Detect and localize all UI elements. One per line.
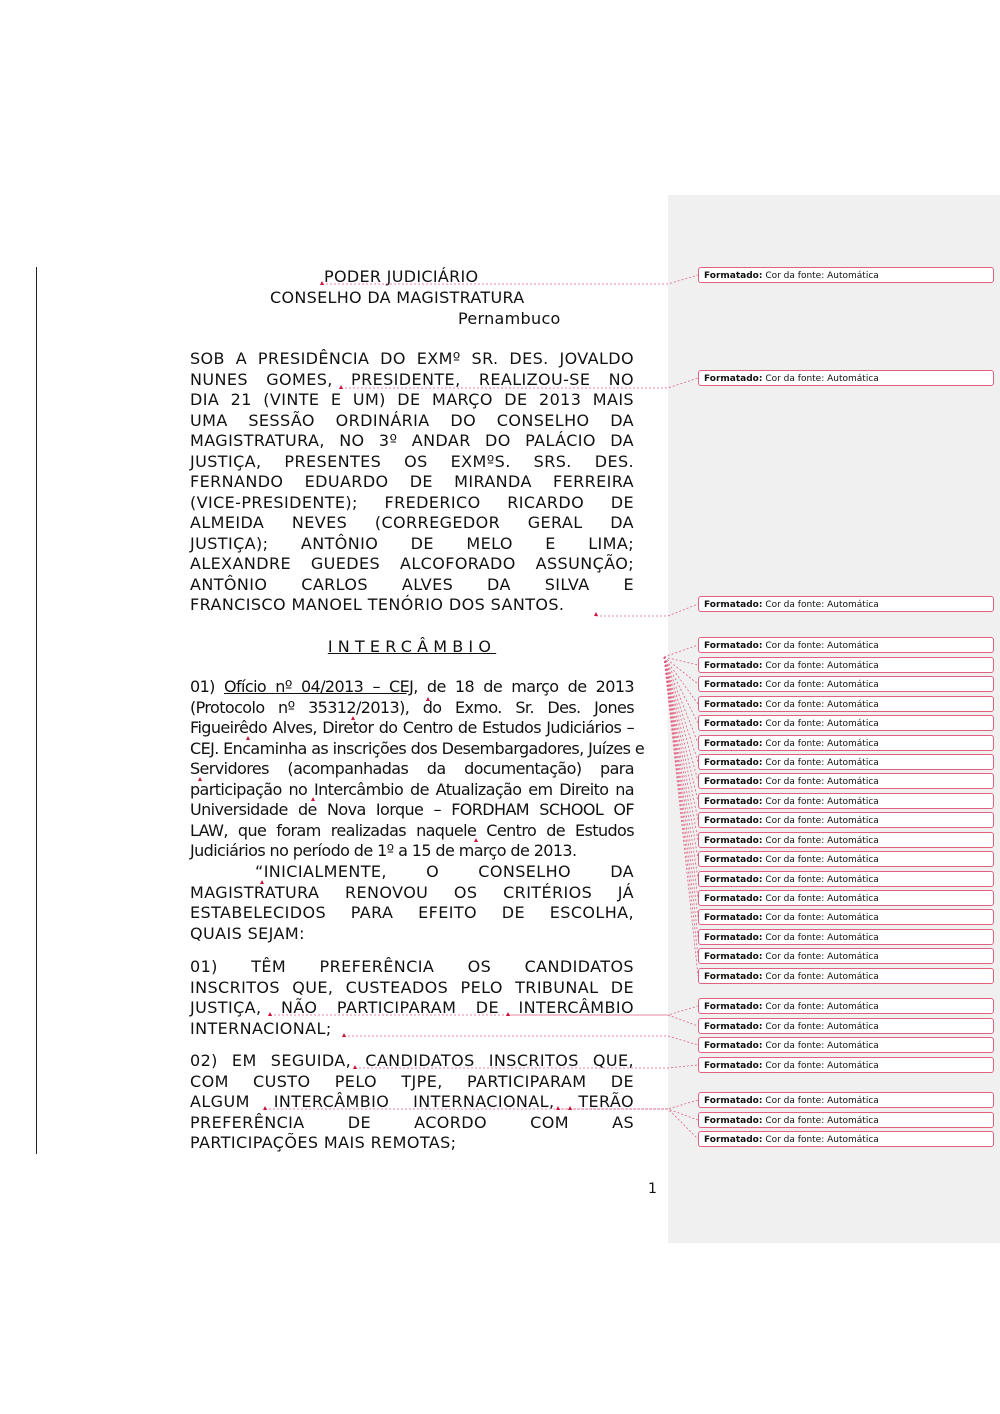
comment-leader-line — [664, 657, 698, 976]
comment-leader-line — [664, 657, 698, 840]
criterion-1-line: 01) TÊM PREFERÊNCIA OS CANDIDATOS — [190, 957, 634, 976]
item-01-line: participação no Intercâmbio de Atualização em Direito na — [190, 779, 634, 799]
comment-label: Formatado: — [704, 875, 763, 885]
comment-label: Formatado: — [704, 758, 763, 768]
comment-label: Formatado: — [704, 836, 763, 846]
comment-label: Formatado: — [704, 1002, 763, 1012]
item-01-date: , de 18 de março de 2013 — [413, 677, 634, 696]
comment-balloon[interactable] — [698, 715, 994, 731]
comment-text: Cor da fonte: Automática — [762, 1096, 879, 1106]
header-poder-judiciario: PODER JUDICIÁRIO — [324, 267, 479, 286]
intro-line: FRANCISCO MANOEL TENÓRIO DOS SANTOS. — [190, 595, 565, 614]
criterion-2-line: PARTICIPAÇÕES MAIS REMOTAS; — [190, 1133, 457, 1152]
comment-balloon[interactable] — [698, 812, 994, 828]
criterion-1-line: INSCRITOS QUE, CUSTEADOS PELO TRIBUNAL DE — [190, 977, 634, 997]
comment-label: Formatado: — [704, 797, 763, 807]
comment-label: Formatado: — [704, 777, 763, 787]
comment-balloon[interactable] — [698, 793, 994, 809]
comment-leader-line — [664, 657, 698, 917]
change-caret-mark — [342, 1033, 346, 1037]
item-01-line: Universidade de Nova Iorque – FORDHAM SCHOOL OF — [190, 800, 634, 819]
comment-text: Cor da fonte: Automática — [762, 271, 879, 281]
change-caret-mark — [260, 880, 264, 884]
comment-balloon[interactable] — [698, 909, 994, 925]
comment-leader-line — [265, 1100, 698, 1109]
comment-label: Formatado: — [704, 1135, 763, 1145]
comment-text: Cor da fonte: Automática — [762, 739, 879, 749]
comment-label: Formatado: — [704, 952, 763, 962]
comment-text: Cor da fonte: Automática — [762, 836, 879, 846]
criterion-1-line: INTERNACIONAL; — [190, 1018, 332, 1038]
comment-label: Formatado: — [704, 1061, 763, 1071]
comment-leader-line — [508, 1015, 698, 1026]
comment-text: Cor da fonte: Automática — [762, 1022, 879, 1032]
comment-balloon[interactable] — [698, 968, 994, 984]
comment-leader-line — [664, 657, 698, 781]
comment-balloon[interactable] — [698, 1112, 994, 1128]
comment-label: Formatado: — [704, 271, 763, 281]
comment-text: Cor da fonte: Automática — [762, 1116, 879, 1126]
comment-leader-line — [664, 657, 698, 820]
change-caret-mark — [198, 777, 202, 781]
comment-balloon[interactable] — [698, 890, 994, 906]
comment-label: Formatado: — [704, 913, 763, 923]
comment-label: Formatado: — [704, 661, 763, 671]
change-caret-mark — [311, 797, 315, 801]
comment-text: Cor da fonte: Automática — [762, 1002, 879, 1012]
comment-text: Cor da fonte: Automática — [762, 719, 879, 729]
intro-line: ANTÔNIO CARLOS ALVES DA SILVA E — [190, 574, 634, 594]
oficio-link[interactable]: Ofício nº 04/2013 – CEJ — [224, 677, 414, 696]
comment-text: Cor da fonte: Automática — [762, 913, 879, 923]
comment-label: Formatado: — [704, 894, 763, 904]
comment-balloon[interactable] — [698, 637, 994, 653]
comment-text: Cor da fonte: Automática — [762, 1041, 879, 1051]
comment-leader-line — [341, 378, 698, 388]
comment-balloon[interactable] — [698, 1037, 994, 1053]
comment-balloon[interactable] — [698, 998, 994, 1014]
comment-label: Formatado: — [704, 1116, 763, 1126]
item-01-line: (Protocolo nº 35312/2013), do Exmo. Sr. Des. Jones — [190, 697, 634, 717]
comment-label: Formatado: — [704, 700, 763, 710]
criteria-intro-line: MAGISTRATURA RENOVOU OS CRITÉRIOS JÁ — [190, 882, 634, 902]
item-01-prefix: 01) — [190, 677, 224, 696]
comment-label: Formatado: — [704, 1022, 763, 1032]
intro-line: JUSTIÇA); ANTÔNIO DE MELO E LIMA; — [190, 533, 634, 553]
comment-label: Formatado: — [704, 1096, 763, 1106]
change-caret-mark — [426, 697, 430, 701]
criterion-2-line: COM CUSTO PELO TJPE, PARTICIPARAM DE — [190, 1071, 634, 1091]
change-caret-mark — [351, 716, 355, 720]
intro-line: JUSTIÇA, PRESENTES OS EXMºS. SRS. DES. — [190, 451, 634, 471]
criterion-2-line: 02) EM SEGUIDA, CANDIDATOS INSCRITOS QUE, — [190, 1051, 634, 1070]
comment-balloon[interactable] — [698, 851, 994, 867]
change-caret-mark — [568, 1106, 572, 1110]
intro-line: SOB A PRESIDÊNCIA DO EXMº SR. DES. JOVALDO — [190, 349, 634, 368]
comment-leader-line — [570, 1109, 698, 1139]
comment-label: Formatado: — [704, 719, 763, 729]
comment-balloon[interactable] — [698, 735, 994, 751]
criterion-2-line: PREFERÊNCIA DE ACORDO COM AS — [190, 1112, 634, 1132]
comment-text: Cor da fonte: Automática — [762, 777, 879, 787]
comment-leader-line — [558, 1109, 698, 1120]
intro-line: NUNES GOMES, PRESIDENTE, REALIZOU-SE NO — [190, 369, 634, 389]
comment-balloon[interactable] — [698, 929, 994, 945]
comment-label: Formatado: — [704, 374, 763, 384]
comment-text: Cor da fonte: Automática — [762, 758, 879, 768]
comment-label: Formatado: — [704, 641, 763, 651]
intro-line: (VICE-PRESIDENTE); FREDERICO RICARDO DE — [190, 492, 634, 512]
change-caret-mark — [268, 1012, 272, 1016]
comment-text: Cor da fonte: Automática — [762, 952, 879, 962]
change-caret-mark — [353, 1065, 357, 1069]
comment-balloon[interactable] — [698, 1131, 994, 1147]
criterion-1-line: JUSTIÇA, NÃO PARTICIPARAM DE INTERCÂMBIO — [190, 998, 634, 1017]
criteria-intro-line: ESTABELECIDOS PARA EFEITO DE ESCOLHA, — [190, 903, 634, 922]
item-01-line: Judiciários no período de 1º a 15 de março de 2013. — [190, 841, 577, 860]
comment-balloon[interactable] — [698, 1092, 994, 1108]
page-number: 1 — [648, 1181, 657, 1197]
comment-text: Cor da fonte: Automática — [762, 816, 879, 826]
comment-balloon[interactable] — [698, 657, 994, 673]
comment-balloon[interactable] — [698, 1018, 994, 1034]
intro-line: FERNANDO EDUARDO DE MIRANDA FERREIRA — [190, 472, 634, 491]
comment-text: Cor da fonte: Automática — [762, 875, 879, 885]
comment-leader-line — [664, 657, 698, 762]
comment-text: Cor da fonte: Automática — [762, 641, 879, 651]
comment-balloon[interactable] — [698, 370, 994, 386]
change-caret-mark — [474, 838, 478, 842]
criterion-2-line: ALGUM INTERCÂMBIO INTERNACIONAL, TERÃO — [190, 1092, 634, 1111]
comment-leader-line — [355, 1065, 698, 1068]
comment-text: Cor da fonte: Automática — [762, 600, 879, 610]
comment-balloon[interactable] — [698, 754, 994, 770]
comment-text: Cor da fonte: Automática — [762, 933, 879, 943]
comment-balloon[interactable] — [698, 676, 994, 692]
comment-label: Formatado: — [704, 933, 763, 943]
comment-leader-line — [664, 657, 698, 801]
item-01-line: Servidores (acompanhadas da documentação) para — [190, 759, 634, 778]
comment-text: Cor da fonte: Automática — [762, 700, 879, 710]
change-caret-mark — [556, 1106, 560, 1110]
section-title: INTERCÂMBIO — [327, 637, 497, 656]
comment-text: Cor da fonte: Automática — [762, 680, 879, 690]
header-pernambuco: Pernambuco — [458, 309, 561, 328]
comment-leader-line — [322, 275, 698, 284]
comment-leader-line — [344, 1036, 698, 1045]
comment-text: Cor da fonte: Automática — [762, 661, 879, 671]
comment-label: Formatado: — [704, 680, 763, 690]
comment-balloon[interactable] — [698, 948, 994, 964]
change-caret-mark — [263, 1106, 267, 1110]
comment-text: Cor da fonte: Automática — [762, 797, 879, 807]
change-caret-mark — [594, 612, 598, 616]
comment-label: Formatado: — [704, 855, 763, 865]
intro-line: MAGISTRATURA, NO 3º ANDAR DO PALÁCIO DA — [190, 431, 634, 450]
comment-text: Cor da fonte: Automática — [762, 374, 879, 384]
comment-text: Cor da fonte: Automática — [762, 1061, 879, 1071]
intro-line: UMA SESSÃO ORDINÁRIA DO CONSELHO DA — [190, 410, 634, 430]
comment-label: Formatado: — [704, 600, 763, 610]
comment-label: Formatado: — [704, 1041, 763, 1051]
change-caret-mark — [506, 1012, 510, 1016]
item-01-line: CEJ. Encaminha as inscrições dos Desembargadores, Juízes e — [190, 738, 645, 758]
comment-balloon[interactable] — [698, 1057, 994, 1073]
comment-label: Formatado: — [704, 816, 763, 826]
item-01-line: Figueirêdo Alves, Diretor do Centro de Estudos Judiciários – — [190, 718, 634, 737]
header-conselho: CONSELHO DA MAGISTRATURA — [270, 288, 525, 307]
comment-text: Cor da fonte: Automática — [762, 1135, 879, 1145]
change-caret-mark — [339, 385, 343, 389]
comment-balloon[interactable] — [698, 773, 994, 789]
comment-leader-line — [270, 1006, 698, 1015]
comment-text: Cor da fonte: Automática — [762, 894, 879, 904]
comment-balloon[interactable] — [698, 832, 994, 848]
intro-line: ALMEIDA NEVES (CORREGEDOR GERAL DA — [190, 513, 634, 532]
intro-line: DIA 21 (VINTE E UM) DE MARÇO DE 2013 MAIS — [190, 390, 634, 409]
comment-balloon[interactable] — [698, 267, 994, 283]
criteria-intro-line: QUAIS SEJAM: — [190, 923, 305, 943]
comment-leader-line — [664, 657, 698, 859]
comment-label: Formatado: — [704, 739, 763, 749]
comment-label: Formatado: — [704, 972, 763, 982]
comment-text: Cor da fonte: Automática — [762, 972, 879, 982]
comment-text: Cor da fonte: Automática — [762, 855, 879, 865]
change-caret-mark — [246, 736, 250, 740]
intro-line: ALEXANDRE GUEDES ALCOFORADO ASSUNÇÃO; — [190, 554, 634, 573]
change-caret-mark — [320, 281, 324, 285]
comment-leader-line — [664, 645, 698, 657]
comment-leader-line — [596, 604, 698, 616]
comment-balloon[interactable] — [698, 696, 994, 712]
item-01-line: LAW, que foram realizadas naquele Centro de Estudos — [190, 820, 634, 840]
comment-balloon[interactable] — [698, 871, 994, 887]
comment-balloon[interactable] — [698, 596, 994, 612]
criteria-intro-line: “INICIALMENTE, O CONSELHO DA — [255, 862, 634, 881]
comment-leader-line — [664, 657, 698, 743]
